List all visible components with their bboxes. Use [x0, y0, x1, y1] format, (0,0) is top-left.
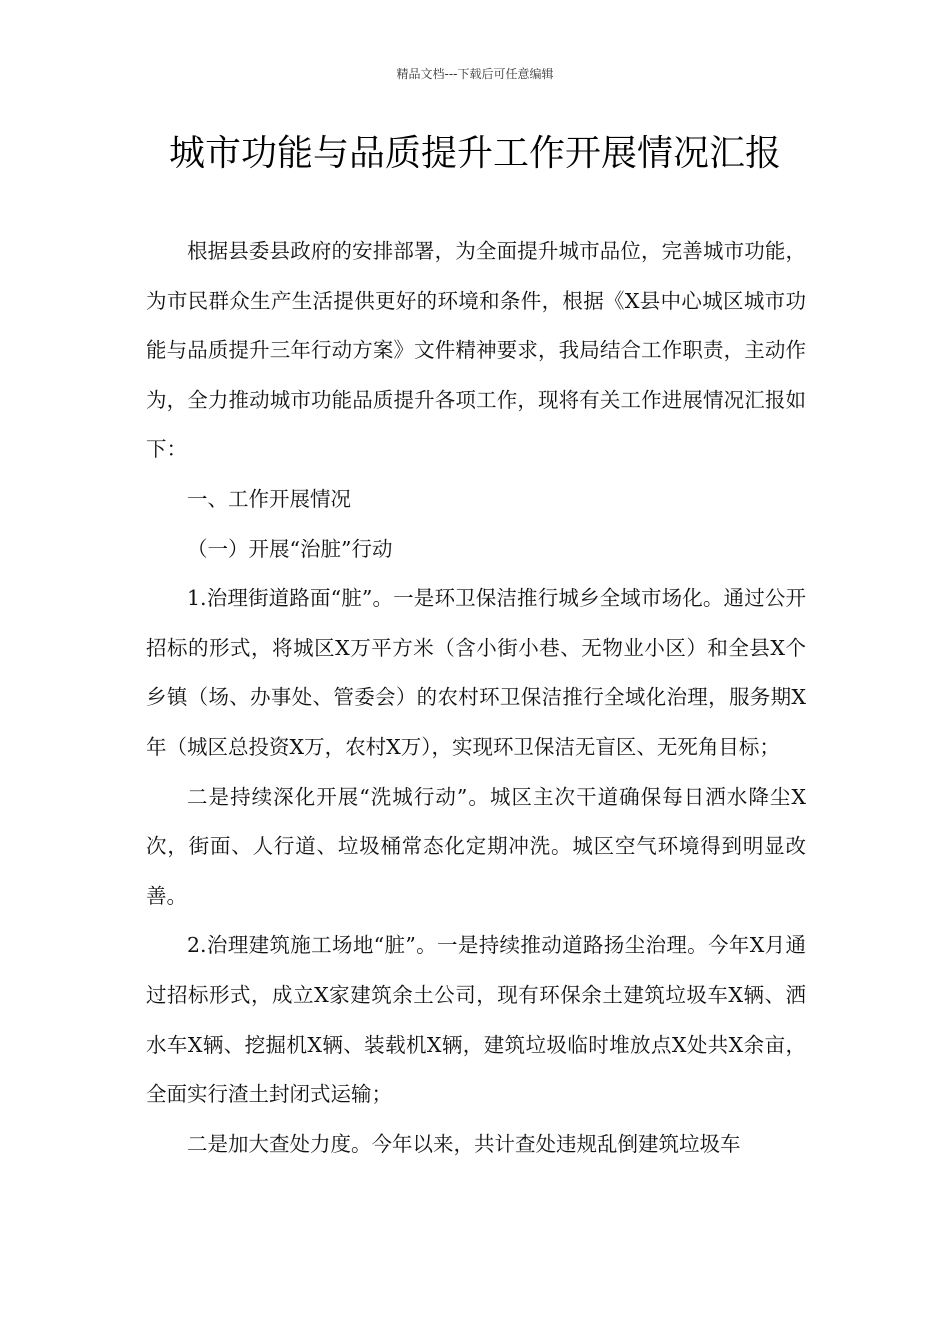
document-title: 城市功能与品质提升工作开展情况汇报 [168, 133, 781, 174]
document-body [146, 227, 806, 1169]
item-paragraph-2: 2.治理建筑施工场地“脏”。一是持续推动道路扬尘治理。今年X月通过招标形式，成立X家建筑余土公司，现有环保余土建筑垃圾车X辆、洒水车X辆、挖掘机X辆、装载机X辆，建筑垃圾临时堆放点X处共X余亩，全面实行渣土封闭式运输； [146, 933, 806, 1107]
subsection-heading: （一）开展“治脏”行动 [187, 536, 393, 561]
header-note: 精品文档---下载后可任意编辑 [396, 67, 554, 81]
intro-paragraph: 根据县委县政府的安排部署，为全面提升城市品位，完善城市功能，为市民群众生产生活提供更好的环境和条件，根据《X县中心城区城市功能与品质提升三年行动方案》文件精神要求，我局结合工作职责，主动作为，全力推动城市功能品质提升各项工作，现将有关工作进展情况汇报如下： [146, 239, 806, 462]
item-paragraph-1: 1.治理街道路面“脏”。一是环卫保洁推行城乡全域市场化。通过公开招标的形式，将城区X万平方米（含小街小巷、无物业小区）和全县X个乡镇（场、办事处、管委会）的农村环卫保洁推行全域化治理，服务期X年（城区总投资X万，农村X万），实现环卫保洁无盲区、无死角目标； [146, 586, 806, 759]
item-paragraph-1b: 二是持续深化开展“洗城行动”。城区主次干道确保每日洒水降尘X次，街面、人行道、垃圾桶常态化定期冲洗。城区空气环境得到明显改善。 [146, 784, 806, 908]
section-heading: 一、工作开展情况 [187, 486, 351, 511]
item-paragraph-2b: 二是加大查处力度。今年以来，共计查处违规乱倒建筑垃圾车 [187, 1131, 741, 1156]
